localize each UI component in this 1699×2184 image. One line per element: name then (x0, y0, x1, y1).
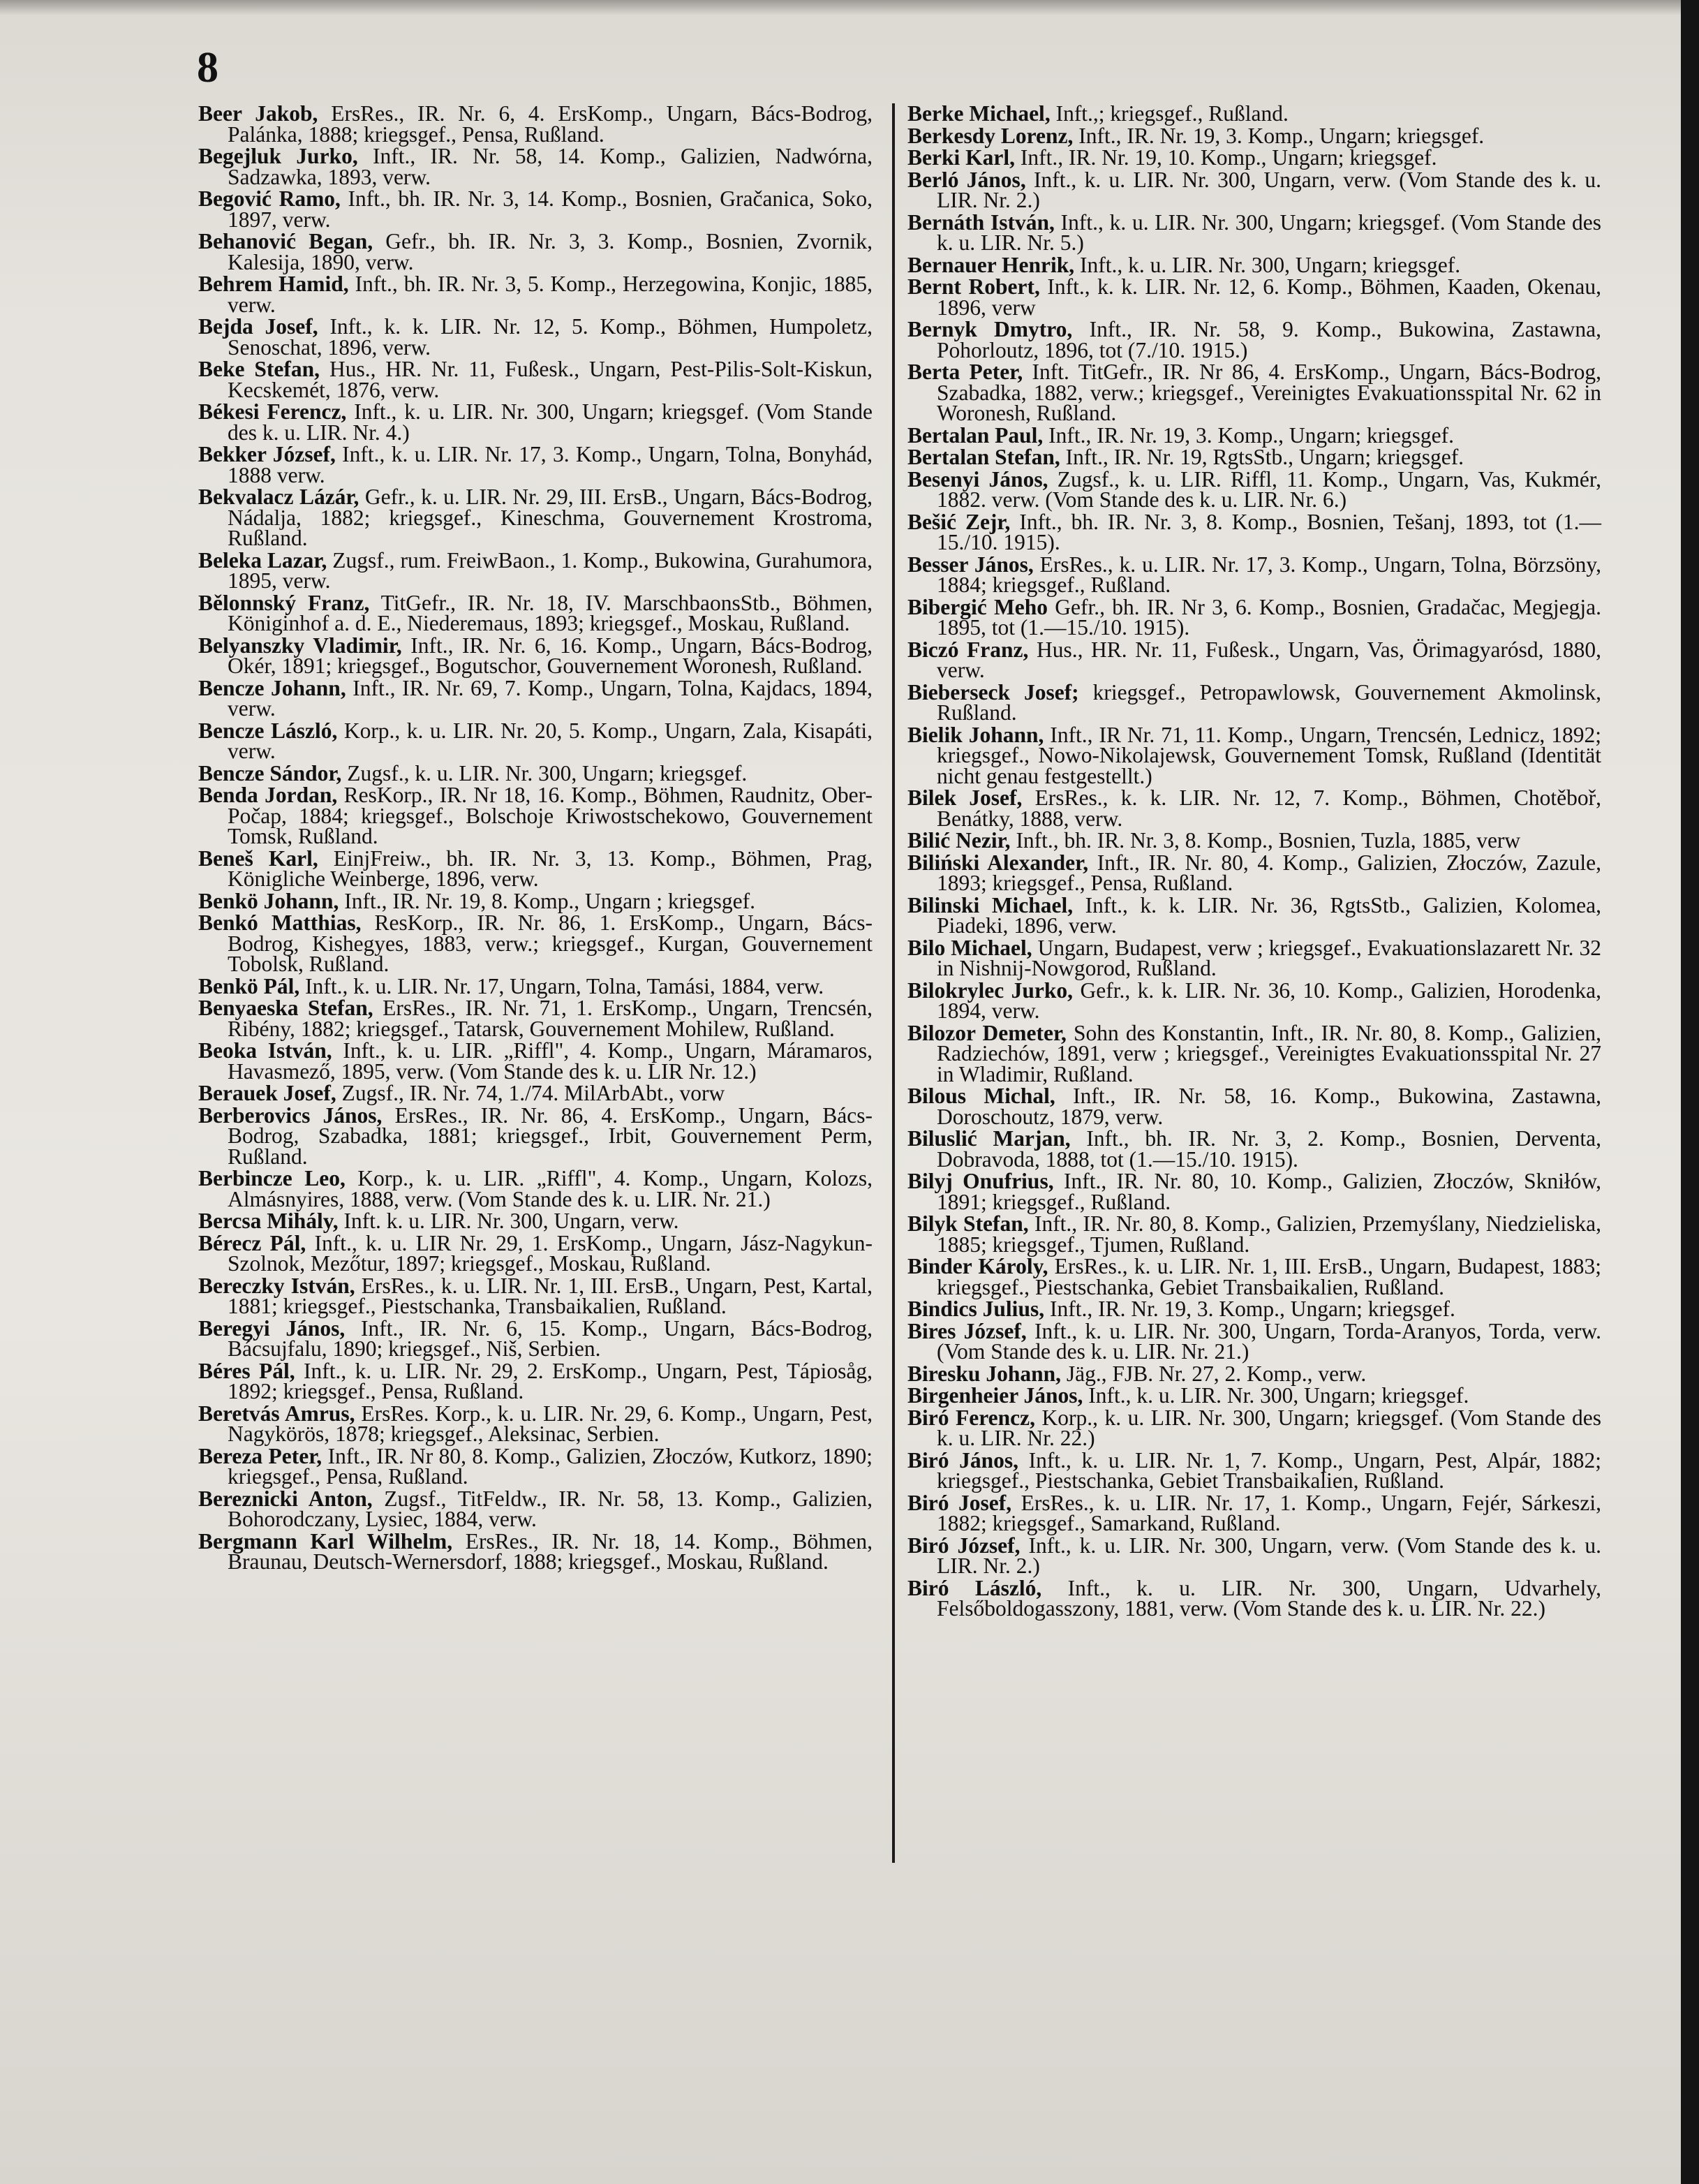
entry-name: Behanović Began, (198, 229, 373, 253)
entry-details: Zugsf., rum. FreiwBaon., 1. Komp., Bukowina, Gurahumora, 1895, verw. (228, 547, 873, 593)
entry-name: Biczó Franz, (907, 637, 1029, 662)
entry-details: Inft., IR. Nr. 19, RgtsStb., Ungarn; kriegsgef. (1060, 445, 1464, 469)
entry-name: Bencze László, (198, 718, 338, 743)
entry-name: Beoka István, (198, 1038, 332, 1063)
entry-details: Inft., bh. IR. Nr. 3, 8. Komp., Bosnien, Tešanj, 1893, tot (1.—15./10. 1915). (937, 509, 1602, 554)
entry-details: Zugsf., TitFeldw., IR. Nr. 58, 13. Komp., Galizien, Bohorodczany, Lysiec, 1884, verw. (228, 1486, 873, 1531)
left-column (198, 103, 873, 1574)
entry-name: Behrem Hamid, (198, 272, 349, 296)
register-entry (198, 1230, 873, 1276)
register-entry (907, 637, 1601, 682)
entry-name: Berbincze Leo, (198, 1166, 346, 1190)
entry-details: Inft., bh. IR. Nr. 3, 2. Komp., Bosnien, Derventa, Dobravoda, 1888, tot (1.—15./10. 1915). (937, 1126, 1602, 1172)
register-entry (907, 1256, 1601, 1297)
entry-details: Gefr., k. k. LIR. Nr. 36, 10. Komp., Galizien, Horodenka, 1894, verw. (937, 977, 1601, 1023)
entry-details: Inft., IR. Nr. 6, 16. Komp., Ungarn, Bács-Bodrog, Okér, 1891; kriegsgef., Bogutschor, Gouvernement Woronesh, Rußland. (228, 633, 873, 678)
entry-details: Korp., k. u. LIR. Nr. 300, Ungarn; kriegsgef. (Vom Stande des k. u. LIR. Nr. 22.) (937, 1405, 1601, 1450)
entry-name: Berki Karl, (907, 145, 1015, 170)
entry-name: Bereza Peter, (198, 1443, 322, 1468)
scan-top-shadow (0, 0, 1699, 15)
entry-details: Inft., k. u. LIR. Nr. 29, 2. ErsKomp., Ungarn, Pest, Tápiosåg, 1892; kriegsgef., Pensa, Rußland. (228, 1358, 873, 1403)
entry-name: Bindics Julius, (907, 1297, 1045, 1321)
entry-details: TitGefr., IR. Nr. 18, IV. MarschbaonsStb., Böhmen, Königinhof a. d. E., Niederemaus, 1893; kriegsgef., Moskau, Rußland. (228, 590, 873, 635)
entry-details: Jäg., FJB. Nr. 27, 2. Komp., verw. (1061, 1361, 1367, 1386)
register-entry (907, 1128, 1601, 1170)
register-entry (198, 785, 873, 847)
entry-name: Beretvás Amrus, (198, 1401, 355, 1426)
entry-details: Hus., HR. Nr. 11, Fußesk., Ungarn, Vas, Örimagyarósd, 1880, verw. (937, 637, 1601, 682)
register-entry (907, 935, 1601, 980)
entry-details: ErsRes., IR. Nr. 86, 4. ErsKomp., Ungarn, Bács-Bodrog, Szabadka, 1881; kriegsgef., Irbit, Gouvernement Perm, Rußland. (228, 1102, 873, 1169)
entry-details: kriegsgef., Petropawlowsk, Gouvernement Akmolinsk, Rußland. (937, 679, 1601, 725)
entry-name: Bešić Zejr, (907, 509, 1011, 534)
entry-name: Bejda Josef, (198, 314, 318, 339)
entry-name: Biró Ferencz, (907, 1405, 1035, 1430)
entry-details: Inft., k. u. LIR. Nr. 17, Ungarn, Tolna, Tamási, 1884, verw. (299, 973, 824, 998)
entry-name: Bekvalacz Lázár, (198, 485, 359, 509)
register-entry (198, 231, 873, 272)
entry-name: Bires József, (907, 1318, 1027, 1343)
entry-details: Inft., k. u. LIR Nr. 29, 1. ErsKomp., Ungarn, Jász-Nagykun-Szolnok, Mezőtur, 1897; kriegsgef., Moskau, Rußland. (228, 1230, 873, 1276)
register-entry (198, 359, 873, 400)
entry-details: Inft., k. k. LIR. Nr. 36, RgtsStb., Galizien, Kolomea, Piadeki, 1896, verw. (937, 892, 1601, 938)
register-entry (198, 103, 873, 145)
register-entry (198, 444, 873, 485)
register-entry (198, 274, 873, 315)
entry-name: Bieberseck Josef; (907, 679, 1079, 704)
register-entry (198, 1403, 873, 1445)
register-entry (198, 1102, 873, 1169)
register-entry (198, 1443, 873, 1489)
entry-details: Inft., IR. Nr. 6, 15. Komp., Ungarn, Bács-Bodrog, Bácsujfalu, 1890; kriegsgef., Niš, Serbien. (228, 1315, 873, 1361)
register-entry (907, 1405, 1601, 1450)
register-entry (907, 509, 1602, 554)
register-entry (907, 167, 1601, 212)
register-entry (907, 830, 1601, 851)
register-entry (198, 1528, 873, 1574)
entry-name: Benkó Matthias, (198, 910, 362, 935)
entry-details: ErsRes., IR. Nr. 6, 4. ErsKomp., Ungarn, Bács-Bodrog, Palánka, 1888; kriegsgef., Pensa, Rußland. (228, 101, 873, 147)
entry-name: Bernyk Dmytro, (907, 317, 1073, 341)
entry-details: Gefr., k. u. LIR. Nr. 29, III. ErsB., Ungarn, Bács-Bodrog, Nádalja, 1882; kriegsgef., Kineschma, Gouvernement Krostroma, Rußland. (228, 485, 873, 550)
entry-details: Inft., k. u. LIR. Nr. 17, 3. Komp., Ungarn, Tolna, Bonyhád, 1888 verw. (228, 442, 873, 487)
entry-name: Biresku Johann, (907, 1361, 1062, 1386)
register-entry (907, 1299, 1601, 1320)
register-entry (907, 594, 1601, 640)
entry-name: Bilo Michael, (907, 935, 1032, 960)
entry-details: Inft., IR. Nr. 58, 14. Komp., Galizien, Nadwórna, Sadzawka, 1893, verw. (228, 144, 873, 189)
entry-details: Inft., IR. Nr. 19, 3. Komp., Ungarn; kriegsgef. (1044, 1297, 1455, 1321)
entry-details: ErsRes., k. u. LIR. Nr. 17, 3. Komp., Ungarn, Tolna, Börzsöny, 1884; kriegsgef., Rußland. (937, 552, 1601, 597)
register-entry (907, 1318, 1601, 1364)
entry-details: ErsRes. Korp., k. u. LIR. Nr. 29, 6. Komp., Ungarn, Pest, Nagykörös, 1878; kriegsgef., Aleksinac, Serbien. (228, 1401, 873, 1446)
entry-details: ErsRes., k. u. LIR. Nr. 17, 1. Komp., Ungarn, Fejér, Sárkeszi, 1882; kriegsgef., Samarkand, Rußland. (937, 1490, 1601, 1535)
register-entry (907, 422, 1601, 448)
entry-name: Beer Jakob, (198, 101, 318, 126)
entry-name: Bilić Nezir, (907, 828, 1011, 853)
entry-name: Békesi Ferencz, (198, 399, 347, 424)
entry-name: Beleka Lazar, (198, 547, 327, 573)
column-divider (892, 103, 895, 1863)
entry-name: Benda Jordan, (198, 783, 338, 807)
entry-name: Biró János, (907, 1447, 1019, 1473)
entry-details: Inft., IR. Nr. 19, 3. Komp., Ungarn; kriegsgef. (1043, 422, 1455, 448)
entry-name: Bilozor Demeter, (907, 1020, 1067, 1045)
entry-name: Bilek Josef, (907, 785, 1023, 810)
entry-details: Inft., bh. IR. Nr. 3, 8. Komp., Bosnien, Tuzla, 1885, verw (1010, 828, 1521, 853)
entry-name: Beneš Karl, (198, 846, 318, 871)
register-entry (907, 147, 1601, 168)
register-entry (198, 1040, 873, 1082)
entry-name: Bernáth István, (907, 209, 1055, 235)
entry-details: EinjFreiw., bh. IR. Nr. 3, 13. Komp., Böhmen, Prag, Königliche Weinberge, 1896, verw. (228, 846, 873, 891)
entry-name: Belyanszky Vladimir, (198, 633, 402, 658)
entry-details: Inft., k. k. LIR. Nr. 12, 6. Komp., Böhmen, Kaaden, Okenau, 1896, verw (937, 274, 1601, 320)
entry-details: Inft., IR. Nr. 58, 9. Komp., Bukowina, Zastawna, Pohorloutz, 1896, tot (7./10. 1915.) (937, 317, 1601, 362)
entry-details: Inft., IR. Nr. 80, 10. Komp., Galizien, Złoczów, Skniłów, 1891; kriegsgef., Rußland. (937, 1169, 1602, 1214)
entry-name: Bereznicki Anton, (198, 1486, 373, 1511)
entry-name: Biliński Alexander, (907, 850, 1089, 875)
entry-name: Berberovics János, (198, 1102, 383, 1128)
entry-name: Bernauer Henrik, (907, 252, 1075, 277)
register-entry (198, 675, 873, 721)
entry-details: Inft., k. u. LIR. Nr. 300, Ungarn; kriegsgef. (Vom Stande des k. u. LIR. Nr. 4.) (228, 399, 873, 445)
register-entry (907, 466, 1602, 512)
entry-name: Bencze Johann, (198, 675, 346, 700)
entry-name: Berló János, (907, 167, 1026, 192)
entry-details: ErsRes., k. u. LIR. Nr. 1, III. ErsB., Ungarn, Budapest, 1883; kriegsgef., Piestschanka, Gebiet Transbaikalien, Rußland. (937, 1254, 1602, 1299)
register-entry (907, 103, 1601, 124)
entry-details: Inft., k. u. LIR. Nr. 300, Ungarn, Torda-Aranyos, Torda, verw. (Vom Stande des k. u. LIR. Nr. 21.) (937, 1318, 1601, 1364)
register-entry (907, 1490, 1601, 1535)
entry-details: ResKorp., IR. Nr. 86, 1. ErsKomp., Ungarn, Bács-Bodrog, Kishegyes, 1883, verw.; kriegsgef., Kurgan, Gouvernement Tobolsk, Rußland. (228, 910, 873, 976)
register-entry (907, 1213, 1601, 1255)
register-entry (198, 1486, 873, 1531)
entry-details: Gefr., bh. IR. Nr 3, 6. Komp., Bosnien, Gradačac, Megjegja. 1895, tot (1.—15./10. 1915). (937, 594, 1601, 640)
register-entry (907, 1447, 1601, 1493)
register-entry (907, 1575, 1601, 1621)
register-entry (198, 1273, 873, 1318)
entry-name: Bertalan Paul, (907, 422, 1044, 448)
register-entry (198, 848, 873, 890)
entry-name: Béres Pál, (198, 1358, 295, 1383)
register-entry (907, 1086, 1601, 1127)
entry-details: Inft., IR. Nr. 58, 16. Komp., Bukowina, Zastawna, Doroschoutz, 1879, verw. (937, 1084, 1601, 1129)
register-entry (198, 590, 873, 635)
register-entry (907, 554, 1601, 596)
register-entry (907, 892, 1601, 938)
register-entry (907, 447, 1601, 468)
entry-name: Besser János, (907, 552, 1034, 577)
entry-name: Benyaeska Stefan, (198, 996, 373, 1020)
entry-name: Beke Stefan, (198, 357, 320, 381)
entry-details: Ungarn, Budapest, verw ; kriegsgef., Evakuationslazarett Nr. 32 in Nishnij-Nowgorod, Rußland. (937, 935, 1601, 980)
register-entry (198, 1358, 873, 1403)
entry-details: Inft., k. u. LIR. Nr. 300, Ungarn; kriegsgef. (Vom Stande des k. u. LIR. Nr. 5.) (937, 209, 1601, 255)
entry-details: Inft., k. u. LIR. Nr. 300, Ungarn, Udvarhely, Felsőboldogasszony, 1881, verw. (Vom Stande des k. u. LIR. Nr. 22.) (937, 1575, 1601, 1621)
entry-details: Zugsf., k. u. LIR. Nr. 300, Ungarn; kriegsgef. (341, 760, 748, 785)
register-entry (907, 276, 1601, 318)
entry-name: Biró László, (907, 1575, 1042, 1600)
register-entry (198, 888, 873, 913)
right-column (907, 103, 1601, 1621)
entry-details: ResKorp., IR. Nr 18, 16. Komp., Böhmen, Raudnitz, Ober-Počap, 1884; kriegsgef., Bolschoje Kriwostschekowo, Gouvernement Tomsk, Rußland. (228, 783, 873, 848)
entry-details: Inft., bh. IR. Nr. 3, 5. Komp., Herzegowina, Konjic, 1885, verw. (228, 272, 873, 317)
entry-details: Inft., bh. IR. Nr. 3, 14. Komp., Bosnien, Gračanica, Soko, 1897, verw. (228, 186, 873, 232)
entry-name: Bencze Sándor, (198, 760, 342, 785)
register-entry (198, 186, 873, 232)
entry-name: Benkö Johann, (198, 888, 339, 913)
entry-details: Gefr., bh. IR. Nr. 3, 3. Komp., Bosnien, Zvornik, Kalesija, 1890, verw. (228, 229, 873, 274)
entry-details: ErsRes., IR. Nr. 71, 1. ErsKomp., Ungarn, Trencsén, Ribény, 1882; kriegsgef., Tatarsk, Gouvernement Mohilew, Rußland. (228, 996, 873, 1041)
register-entry (907, 1361, 1601, 1386)
register-entry (907, 850, 1601, 895)
page-number: 8 (197, 44, 218, 91)
entry-details: Inft., k. u. LIR. Nr. 300, Ungarn, verw. (Vom Stande des k. u. LIR. Nr. 2.) (937, 167, 1601, 212)
entry-details: Inft., k. u. LIR. Nr. 1, 7. Komp., Ungarn, Pest, Alpár, 1882; kriegsgef., Piestschanka, Gebiet Transbaikalien, Rußland. (937, 1447, 1601, 1493)
entry-details: Inft., IR. Nr. 19, 10. Komp., Ungarn; kriegsgef. (1014, 145, 1437, 170)
entry-details: Inft., IR Nr. 71, 11. Komp., Ungarn, Trencsén, Lednicz, 1892; kriegsgef., Nowo-Nikolajewsk, Gouvernement Tomsk, Rußland (Identität nicht genau festgestellt.) (937, 722, 1601, 788)
register-entry (198, 314, 873, 360)
entry-name: Berta Peter, (907, 360, 1023, 384)
entry-name: Bereczky István, (198, 1273, 355, 1298)
register-entry (198, 998, 873, 1039)
entry-details: Korp., k. u. LIR. Nr. 20, 5. Komp., Ungarn, Zala, Kisapáti, verw. (228, 718, 873, 763)
entry-name: Binder Károly, (907, 1254, 1048, 1278)
register-entry (198, 547, 873, 593)
register-entry (907, 722, 1601, 788)
entry-details: ErsRes., k. u. LIR. Nr. 1, III. ErsB., Ungarn, Pest, Kartal, 1881; kriegsgef., Piestschanka, Transbaikalien, Rußland. (228, 1273, 873, 1318)
entry-name: Begejluk Jurko, (198, 144, 358, 168)
entry-name: Bertalan Stefan, (907, 445, 1060, 469)
entry-details: Inft., k. k. LIR. Nr. 12, 5. Komp., Böhmen, Humpoletz, Senoschat, 1896, verw. (228, 314, 873, 360)
register-entry (907, 209, 1601, 255)
register-entry (907, 1171, 1601, 1212)
entry-name: Bérecz Pál, (198, 1230, 306, 1255)
register-entry (907, 1385, 1601, 1406)
entry-name: Bělonnský Franz, (198, 590, 370, 615)
entry-name: Berauek Josef, (198, 1081, 336, 1105)
entry-details: Inft., IR. Nr. 80, 8. Komp., Galizien, Przemyślany, Niedzieliska, 1885; kriegsgef., Tjumen, Rußland. (937, 1211, 1602, 1257)
entry-details: Korp., k. u. LIR. „Riffl", 4. Komp., Ungarn, Kolozs, Almásnyires, 1888, verw. (Vom Stande des k. u. LIR. Nr. 21.) (228, 1166, 873, 1211)
register-entry (198, 718, 873, 763)
entry-details: Inft., IR. Nr. 19, 8. Komp., Ungarn ; kriegsgef. (339, 888, 755, 913)
register-entry (907, 252, 1601, 277)
register-entry (198, 1315, 873, 1361)
entry-name: Bilous Michal, (907, 1084, 1055, 1108)
entry-details: Inft. TitGefr., IR. Nr 86, 4. ErsKomp., Ungarn, Bács-Bodrog, Szabadka, 1882, verw.; kriegsgef., Vereinigtes Evakuationsspital Nr. 62 in Woronesh, Rußland. (937, 360, 1601, 425)
entry-name: Bilinski Michael, (907, 892, 1074, 917)
register-entry (198, 487, 873, 549)
entry-details: Zugsf., k. u. LIR. Riffl, 11. Komp., Ungarn, Vas, Kukmér, 1882. verw. (Vom Stande des k. u. LIR. Nr. 6.) (937, 466, 1602, 512)
entry-name: Bielik Johann, (907, 722, 1044, 747)
entry-name: Beregyi János, (198, 1315, 346, 1341)
register-entry (907, 1535, 1601, 1577)
entry-details: Inft., IR. Nr 80, 8. Komp., Galizien, Złoczów, Kutkorz, 1890; kriegsgef., Pensa, Rußland. (228, 1443, 873, 1489)
entry-details: Inft.,; kriegsgef., Rußland. (1050, 101, 1289, 126)
register-entry (198, 1083, 873, 1104)
entry-name: Bilyk Stefan, (907, 1211, 1029, 1236)
entry-name: Benkö Pál, (198, 973, 300, 998)
register-entry (198, 910, 873, 976)
scan-right-edge (1681, 0, 1699, 2184)
register-entry (907, 785, 1601, 831)
entry-name: Besenyi János, (907, 466, 1048, 492)
entry-name: Biró Josef, (907, 1490, 1012, 1515)
register-entry (907, 679, 1601, 725)
register-entry (198, 401, 873, 443)
entry-details: Zugsf., IR. Nr. 74, 1./74. MilArbAbt., vorw (336, 1081, 725, 1105)
entry-details: Inft., IR. Nr. 69, 7. Komp., Ungarn, Tolna, Kajdacs, 1894, verw. (228, 675, 873, 721)
entry-details: Inft. k. u. LIR. Nr. 300, Ungarn, verw. (338, 1209, 679, 1233)
register-entry (907, 319, 1601, 360)
entry-details: Inft., k. u. LIR. „Riffl", 4. Komp., Ungarn, Máramaros, Havasmező, 1895, verw. (Vom Stande des k. u. LIR Nr. 12.) (228, 1038, 873, 1084)
entry-name: Biluslić Marjan, (907, 1126, 1071, 1151)
entry-name: Biró József, (907, 1533, 1021, 1558)
entry-name: Bergmann Karl Wilhelm, (198, 1528, 453, 1554)
register-entry (907, 977, 1601, 1023)
entry-details: Inft., IR. Nr. 80, 4. Komp., Galizien, Złoczów, Zazule, 1893; kriegsgef., Pensa, Rußland. (937, 850, 1601, 895)
entry-name: Bilokrylec Jurko, (907, 977, 1074, 1003)
register-entry (198, 1211, 873, 1232)
entry-name: Berke Michael, (907, 101, 1051, 126)
entry-details: Inft., k. u. LIR. Nr. 300, Ungarn, verw. (Vom Stande des k. u. LIR. Nr. 2.) (937, 1533, 1601, 1578)
entry-details: ErsRes., IR. Nr. 18, 14. Komp., Böhmen, Braunau, Deutsch-Wernersdorf, 1888; kriegsgef., Moskau, Rußland. (228, 1528, 873, 1574)
entry-name: Begović Ramo, (198, 186, 341, 211)
register-entry (198, 973, 873, 998)
entry-name: Bilyj Onufrius, (907, 1169, 1054, 1193)
entry-details: Inft., k. u. LIR. Nr. 300, Ungarn; kriegsgef. (1074, 252, 1461, 277)
entry-name: Bibergić Meho (907, 594, 1048, 619)
entry-details: Sohn des Konstantin, Inft., IR. Nr. 80, 8. Komp., Galizien, Radziechów, 1891, verw ; kriegsgef., Vereinigtes Evakuationsspital Nr. 27 in Wladimir, Rußland. (937, 1020, 1602, 1086)
entry-name: Bercsa Mihály, (198, 1209, 339, 1233)
register-entry (907, 362, 1601, 424)
entry-name: Bekker József, (198, 442, 336, 466)
entry-name: Berkesdy Lorenz, (907, 123, 1074, 148)
entry-details: ErsRes., k. k. LIR. Nr. 12, 7. Komp., Böhmen, Chotěboř, Benátky, 1888, verw. (937, 785, 1601, 831)
register-entry (907, 123, 1601, 148)
entry-name: Birgenheier János, (907, 1383, 1083, 1408)
register-entry (198, 146, 873, 187)
register-entry (198, 760, 873, 785)
entry-details: Inft., IR. Nr. 19, 3. Komp., Ungarn; kriegsgef. (1073, 123, 1485, 148)
entry-name: Bernt Robert, (907, 274, 1040, 299)
register-entry (907, 1020, 1602, 1086)
entry-details: Inft., k. u. LIR. Nr. 300, Ungarn; kriegsgef. (1083, 1383, 1469, 1408)
register-entry (198, 635, 873, 677)
register-entry (198, 1168, 873, 1209)
entry-details: Hus., HR. Nr. 11, Fußesk., Ungarn, Pest-Pilis-Solt-Kiskun, Kecskemét, 1876, verw. (228, 357, 873, 402)
